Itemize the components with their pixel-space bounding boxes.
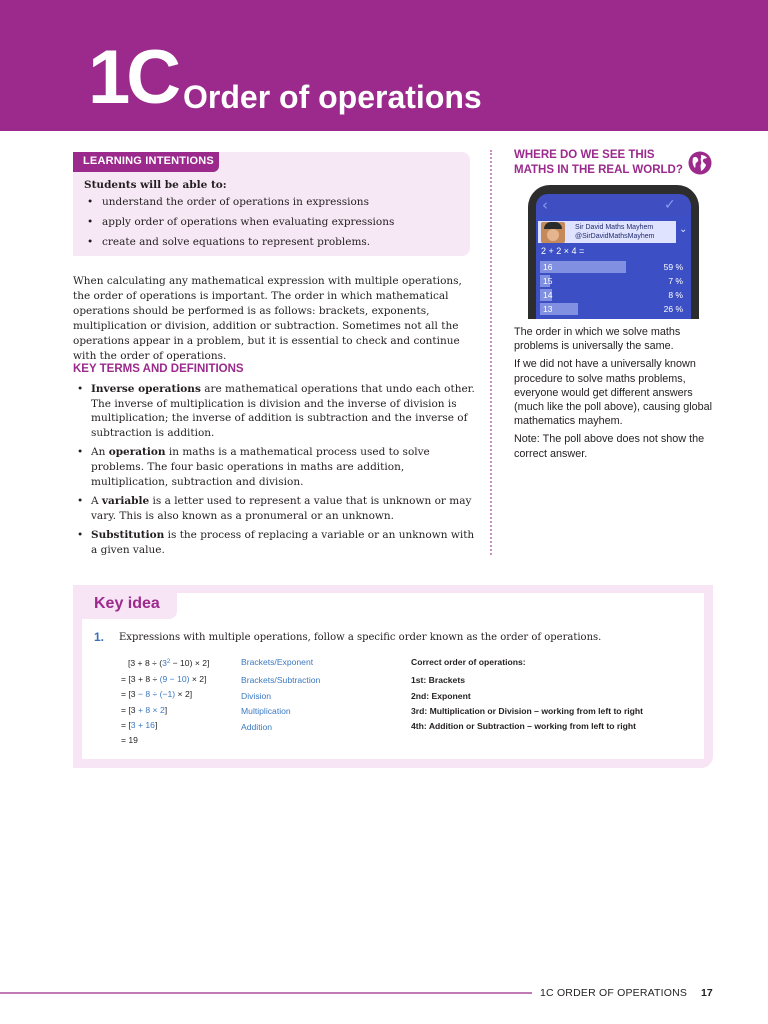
section-number: 1C xyxy=(88,35,178,120)
column-divider xyxy=(490,150,492,555)
learning-intention-item: • understand the order of operations in expressions xyxy=(84,194,394,214)
learning-intention-item: • apply order of operations when evaluating expressions xyxy=(84,214,394,234)
poll-bar xyxy=(540,261,626,273)
intro-paragraph: When calculating any mathematical expression with multiple operations, the order of operations is important. The order in which mathematical operations should be performed is as follows: brackets, exponents, multiplication or division, addition or subtraction. Sometimes not all the operations appear in a problem, but it is essential to check and continue with the order of operations. xyxy=(73,275,462,362)
operation-label: Brackets/Subtraction xyxy=(241,675,321,685)
key-term-item: • Inverse operations are mathematical operations that undo each other. The inverse of multiplication is division and the inverse of division is multiplication; the inverse of addition is subtraction and the inverse of subtraction is addition. xyxy=(76,382,476,440)
key-idea-label: Key idea xyxy=(94,595,160,612)
working-step: = [3 − 8 ÷ (−1) × 2] xyxy=(121,689,193,699)
key-term-item: • A variable is a letter used to represent a value that is unknown or may vary. This is also known as a pronumeral or an unknown. xyxy=(76,494,476,523)
key-term-item: • An operation in maths is a mathematical process used to solve problems. The four basic operations in maths are addition, multiplication, subtraction and division. xyxy=(76,445,476,489)
check-icon: ✓ xyxy=(664,197,676,213)
poll-option-percent: 8 % xyxy=(668,290,683,300)
footer-rule xyxy=(0,992,532,994)
learning-intention-item: • create and solve equations to represent problems. xyxy=(84,234,394,254)
back-arrow-icon: ‹ xyxy=(542,196,548,214)
poll-user-info xyxy=(575,224,654,241)
learning-intentions-lead: Students will be able to: xyxy=(84,179,227,191)
key-idea-statement: Expressions with multiple operations, follow a specific order known as the order of operations. xyxy=(119,632,602,643)
key-terms-heading: KEY TERMS AND DEFINITIONS xyxy=(73,363,244,375)
real-world-paragraph: Note: The poll above does not show the correct answer. xyxy=(514,433,705,460)
poll-option-label: 14 xyxy=(543,290,553,300)
poll-option-label: 15 xyxy=(543,276,553,286)
poll-option-percent: 59 % xyxy=(663,262,683,272)
real-world-paragraph: The order in which we solve maths problems is universally the same. xyxy=(514,326,681,353)
footer-chapter-label: 1C ORDER OF OPERATIONS xyxy=(540,987,688,999)
key-idea-number: 1. xyxy=(94,630,105,644)
chevron-down-icon: ⌄ xyxy=(679,224,688,235)
poll-question: 2 + 2 × 4 = xyxy=(541,246,585,256)
working-step: = [3 + 16] xyxy=(121,720,158,730)
poll-option-percent: 7 % xyxy=(668,276,683,286)
key-terms-list xyxy=(76,382,476,563)
learning-intentions-label: LEARNING INTENTIONS xyxy=(83,155,214,167)
poll-option-percent: 26 % xyxy=(663,304,683,314)
operation-label: Addition xyxy=(241,722,273,732)
key-term: Inverse operations xyxy=(91,383,201,395)
real-world-heading: WHERE DO WE SEE THIS MATHS IN THE REAL WORLD? xyxy=(514,149,683,176)
globe-icon xyxy=(688,151,712,175)
page-number: 17 xyxy=(701,987,713,999)
key-term: Substitution xyxy=(91,529,165,542)
working-step: = [3 + 8 × 2] xyxy=(121,705,168,715)
working-result: = 19 xyxy=(121,735,138,745)
operation-label: Multiplication xyxy=(241,706,291,716)
key-term-item: • Substitution is the process of replacing a variable or an unknown with a given value. xyxy=(76,528,476,557)
order-rule: 3rd: Multiplication or Division – working from left to right xyxy=(411,706,644,716)
poll-option xyxy=(540,289,686,301)
order-rule: 2nd: Exponent xyxy=(411,691,471,701)
operation-label: Division xyxy=(241,691,272,701)
real-world-paragraph: If we did not have a universally known procedure to solve maths problems, everyone would get different answers (much like the poll above), causing global mathematics mayhem. xyxy=(514,358,713,428)
poll-option xyxy=(540,303,686,315)
learning-intentions-list xyxy=(84,194,394,254)
key-term: variable xyxy=(101,495,150,508)
page-title: Order of operations xyxy=(183,79,482,115)
poll-user-handle: @SirDavidMathsMayhem xyxy=(575,232,655,240)
real-world-text xyxy=(514,325,719,465)
order-rule: 4th: Addition or Subtraction – working from left to right xyxy=(411,721,637,731)
poll-user-name: Sir David Maths Mayhem xyxy=(575,224,654,231)
poll-option xyxy=(540,261,686,273)
order-rules-heading: Correct order of operations: xyxy=(411,657,526,667)
avatar xyxy=(541,222,565,243)
poll-option-label: 13 xyxy=(543,304,553,314)
operation-label: Brackets/Exponent xyxy=(241,657,314,667)
working-step: = [3 + 8 ÷ (9 − 10) × 2] xyxy=(121,674,207,684)
poll-option xyxy=(540,275,686,287)
order-rule: 1st: Brackets xyxy=(411,675,465,685)
key-term: operation xyxy=(108,446,166,459)
poll-option-label: 16 xyxy=(543,262,553,272)
working-step: $[3 + 8 \div (3^2 - 10) \times 2]$ xyxy=(128,658,210,668)
